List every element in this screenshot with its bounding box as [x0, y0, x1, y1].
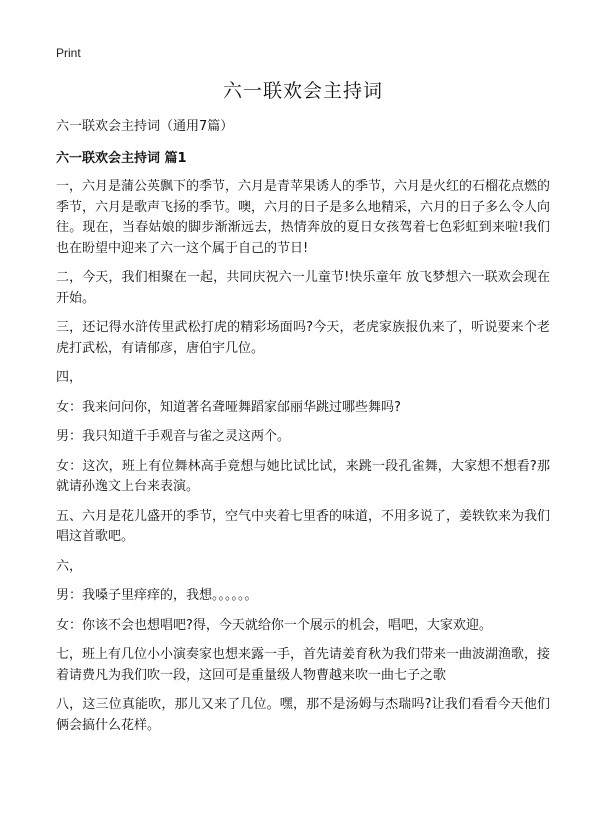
paragraph: 女：这次，班上有位舞林高手竟想与她比试比试，来跳一段孔雀舞，大家想不想看?那就请孙逸文上台来表演。: [56, 458, 550, 494]
paragraph: 八，这三位真能吹，那儿又来了几位。嘿，那不是汤姆与杰瑞吗?让我们看看今天他们俩会搞什么花样。: [56, 697, 550, 733]
paragraph: 五、六月是花儿盛开的季节，空气中夹着七里香的味道，不用多说了，姜轶钦来为我们唱这首歌吧。: [56, 508, 551, 544]
paragraph: 女：你该不会也想唱吧?得，今天就给你一个展示的机会，唱吧，大家欢迎。: [56, 617, 492, 633]
document-body: [56, 177, 550, 736]
paragraph: 三，还记得水浒传里武松打虎的精彩场面吗?今天，老虎家族报仇来了，听说要来个老虎打武松，有请郁彦，唐伯宇几位。: [56, 320, 550, 356]
print-label[interactable]: Print: [56, 46, 81, 60]
paragraph: 二，今天，我们相聚在一起，共同庆祝六一儿童节!快乐童年 放飞梦想六一联欢会现在开始。: [56, 270, 550, 306]
paragraph: 一，六月是蒲公英飘下的季节，六月是青苹果诱人的季节，六月是火红的石榴花点燃的季节，六月是歌声飞扬的季节。噢，六月的日子是多么地精采，六月的日子多么令人向往。现在，当春姑娘的脚步渐渐远去，热情奔放的夏日女孩驾着七色彩虹到来啦!我们也在盼望中迎来了六一这个属于自己的节日!: [56, 179, 551, 256]
section-title: 六一联欢会主持词 篇1: [56, 151, 187, 166]
paragraph: 六，: [56, 558, 83, 574]
paragraph: 四，: [56, 370, 83, 385]
paragraph: 女：我来问问你，知道著名聋哑舞蹈家邰丽华跳过哪些舞吗?: [56, 399, 401, 415]
paragraph: 七，班上有几位小小演奏家也想来露一手，首先请姜育秋为我们带来一曲波湖渔歌，接着请费凡为我们吹一段，这回可是重量级人物曹越来吹一曲七子之歌: [56, 647, 551, 683]
document-title: 六一联欢会主持词: [222, 80, 383, 102]
paragraph: 男：我嗓子里痒痒的，我想。。。。。。: [56, 588, 258, 603]
document-subtitle: 六一联欢会主持词（通用7篇）: [56, 119, 234, 134]
paragraph: 男：我只知道千手观音与雀之灵这两个。: [56, 429, 291, 444]
